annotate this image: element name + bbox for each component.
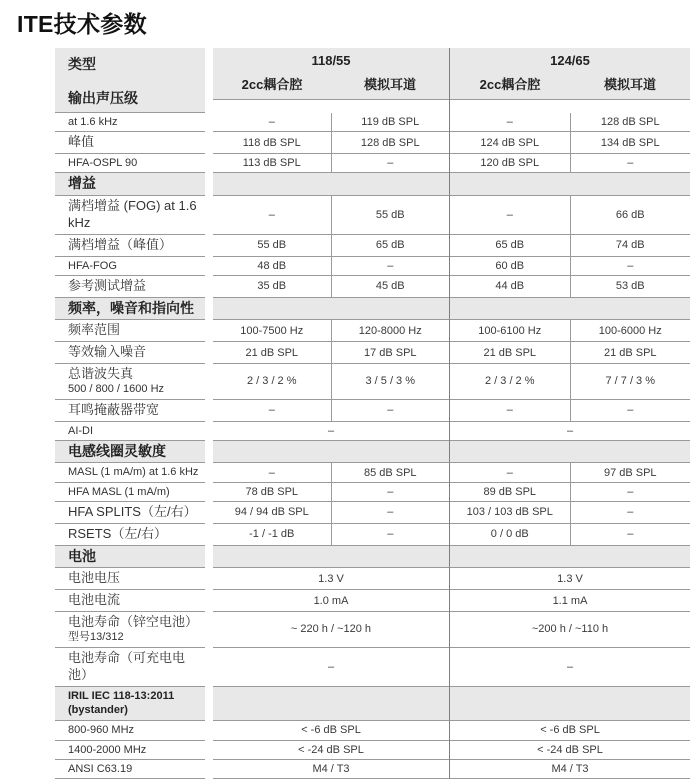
value-cell: 21 dB SPL [450,342,571,364]
value-cell: 124 dB SPL [450,132,571,154]
value-cell: – [213,463,332,482]
row-label: HFA SPLITS（左/右） [68,504,197,520]
row-label-cell [55,502,205,524]
section-label: 电感线圈灵敏度 [68,442,166,459]
value-cell: 128 dB SPL [332,132,450,154]
group-values [213,546,449,569]
group-title: 124/65 [550,53,590,68]
value-cell: 21 dB SPL [571,342,691,364]
column-gap [205,483,213,502]
section-label-cell [55,546,205,569]
column-gap [205,342,213,364]
value-cell: 100-6000 Hz [571,320,691,342]
row-label-cell [55,568,205,590]
column-gap [205,173,213,196]
column-gap [205,154,213,173]
column-gap [205,546,213,569]
value-cell: ~200 h / ~110 h [450,612,690,648]
value-cell: – [571,154,691,173]
column-gap [205,364,213,400]
row-label: 满档增益（峰值） [68,236,173,252]
row-label: 电池寿命（可充电电池） [68,649,186,682]
group-values [213,132,449,154]
column-gap [205,502,213,524]
row-label: 频率范围 [68,322,121,338]
value-cell: 3 / 5 / 3 % [332,364,450,400]
row-label: 参考测试增益 [68,277,147,293]
value-cell: 53 dB [571,276,691,298]
group-values [449,364,690,400]
table-row [55,235,690,257]
value-cell: – [571,483,691,502]
group-values [213,196,449,235]
row-label-cell [55,463,205,482]
group-values [213,568,449,590]
section-row [55,298,690,321]
value-cell: – [571,400,691,422]
column-gap [205,568,213,590]
value-cell: 119 dB SPL [332,113,450,132]
group-values [213,524,449,546]
group-values [449,760,690,779]
table-row [55,196,690,235]
row-label-cell [55,276,205,298]
group-values [449,590,690,612]
value-cell: 66 dB [571,196,691,235]
value-cell: – [450,463,571,482]
row-label: 耳鸣掩蔽器带宽 [68,401,160,417]
row-label-cell [55,154,205,173]
group-values [213,648,449,687]
value-cell: – [450,113,571,132]
row-label: at 1.6 kHz [68,116,118,128]
section-label-cell [55,441,205,464]
group-values [449,687,690,722]
group-values [449,196,690,235]
value-cell: ~ 220 h / ~120 h [213,612,449,648]
group-values [449,502,690,524]
table-row [55,590,690,612]
table-row [55,113,690,132]
group-values [449,483,690,502]
value-cell: 100-7500 Hz [213,320,332,342]
group-values [213,320,449,342]
row-label-cell [55,741,205,760]
table-row [55,524,690,546]
row-label: 电池电流 [68,592,121,608]
table-row [55,741,690,760]
table-row [55,568,690,590]
value-cell: – [213,113,332,132]
row-label-cell [55,400,205,422]
column-gap [205,113,213,132]
value-cell: 0 / 0 dB [450,524,571,546]
group-values [213,441,449,464]
group-values [449,276,690,298]
group-values [213,364,449,400]
group-header-118-55 [213,48,449,113]
group-values [449,320,690,342]
value-cell: 128 dB SPL [571,113,691,132]
value-cell: < -24 dB SPL [213,741,449,760]
row-label: 满档增益 (FOG) at 1.6 kHz [68,197,197,230]
group-values [449,648,690,687]
section-row [55,546,690,569]
group-values [213,235,449,257]
column-gap [205,400,213,422]
column-gap [205,48,213,113]
value-cell: – [332,257,450,276]
value-cell: < -24 dB SPL [450,741,690,760]
table-row [55,648,690,687]
row-label-cell [55,235,205,257]
column-gap [205,132,213,154]
value-cell: 120-8000 Hz [332,320,450,342]
table-row [55,612,690,648]
group-header-block [213,48,449,100]
group-values [449,422,690,441]
value-cell: 94 / 94 dB SPL [213,502,332,524]
column-gap [205,298,213,321]
group-values [449,173,690,196]
value-cell: 1.1 mA [450,590,690,612]
group-values [213,400,449,422]
value-cell: 89 dB SPL [450,483,571,502]
row-label-cell [55,257,205,276]
value-cell: 85 dB SPL [332,463,450,482]
section-label: 电池 [68,547,96,564]
row-label-cell [55,364,205,400]
value-cell: M4 / T3 [213,760,449,779]
value-cell: < -6 dB SPL [450,721,690,740]
value-cell: – [213,400,332,422]
value-cell: 97 dB SPL [571,463,691,482]
group-values [213,113,449,132]
value-cell: 55 dB [213,235,332,257]
group-values [449,612,690,648]
value-cell: 120 dB SPL [450,154,571,173]
group-values [213,741,449,760]
column-gap [205,463,213,482]
value-cell: 78 dB SPL [213,483,332,502]
value-cell: 21 dB SPL [213,342,332,364]
row-label-cell [55,113,205,132]
table-row [55,320,690,342]
group-values [213,760,449,779]
column-gap [205,441,213,464]
value-cell: – [450,400,571,422]
value-cell: 65 dB [450,235,571,257]
group-values [213,721,449,740]
table-row [55,502,690,524]
group-values [213,590,449,612]
value-cell: 55 dB [332,196,450,235]
row-label-cell [55,132,205,154]
row-label-cell [55,483,205,502]
table-row [55,257,690,276]
column-gap [205,721,213,740]
subcol-2cc-coupler: 2cc耦合腔 [241,77,303,92]
group-values [213,502,449,524]
column-gap [205,320,213,342]
group-values [449,298,690,321]
table-row [55,422,690,441]
row-label-cell [55,422,205,441]
row-sublabel: (bystander) [68,704,128,717]
column-gap [205,422,213,441]
table-row [55,364,690,400]
group-values [449,113,690,132]
group-values [213,173,449,196]
value-cell: M4 / T3 [450,760,690,779]
row-label-cell [55,612,205,648]
group-title: 118/55 [311,53,351,68]
value-cell: – [213,648,449,687]
value-cell: – [450,648,690,687]
table-row [55,760,690,779]
value-cell: – [332,400,450,422]
row-label: 1400-2000 MHz [68,743,147,756]
row-label: ANSI C63.19 [68,762,133,775]
column-gap [205,741,213,760]
row-label-cell [55,760,205,779]
table-row [55,154,690,173]
section-label: 增益 [68,175,96,192]
section-label-cell [55,173,205,196]
value-cell: 118 dB SPL [213,132,332,154]
value-cell: 35 dB [213,276,332,298]
group-values [449,154,690,173]
value-cell: 2 / 3 / 2 % [450,364,571,400]
value-cell: 103 / 103 dB SPL [450,502,571,524]
table-row [55,463,690,482]
corner-label: 类型 [68,56,96,72]
value-cell: – [450,422,690,441]
row-label: 电池寿命（锌空电池） [68,614,199,630]
value-cell: 44 dB [450,276,571,298]
value-cell: 45 dB [332,276,450,298]
group-values [213,483,449,502]
section-label: IRIL IEC 118-13:2011 [68,689,175,702]
row-label-cell [55,342,205,364]
row-label: 800-960 MHz [68,724,135,737]
row-label: HFA-OSPL 90 [68,157,138,170]
row-label: MASL (1 mA/m) at 1.6 kHz [68,466,199,479]
column-gap [205,590,213,612]
section-label: 频率，噪音和指向性 [68,299,194,316]
group-values [213,257,449,276]
value-cell: – [332,154,450,173]
column-gap [205,276,213,298]
header-left-cell [55,48,205,113]
column-gap [205,687,213,722]
value-cell: 1.3 V [213,568,449,590]
group-values [449,741,690,760]
value-cell: 74 dB [571,235,691,257]
row-label-cell [55,524,205,546]
table-header [55,48,690,113]
row-sublabel: 型号13/312 [68,631,124,643]
group-values [449,257,690,276]
row-sublabel: 500 / 800 / 1600 Hz [68,383,165,396]
value-cell: 1.0 mA [213,590,449,612]
group-values [449,400,690,422]
group-values [449,546,690,569]
section-row [55,441,690,464]
value-cell: 113 dB SPL [213,154,332,173]
subcol-ear-simulator: 模拟耳道 [363,77,416,92]
column-gap [205,235,213,257]
section-label-cell [55,298,205,321]
row-label: RSETS（左/右） [68,525,167,541]
row-label: 电池电压 [68,570,121,586]
row-label: 峰值 [68,134,95,150]
row-label-cell [55,648,205,687]
row-label: 等效输入噪音 [68,344,147,360]
row-label: HFA MASL (1 mA/m) [68,485,170,498]
row-label: HFA-FOG [68,259,117,272]
value-cell: – [571,502,691,524]
table-row [55,721,690,740]
section-label-cell [55,687,205,722]
spec-table [55,48,690,779]
group-values [449,524,690,546]
group-values [213,422,449,441]
value-cell: 17 dB SPL [332,342,450,364]
value-cell: – [213,196,332,235]
column-gap [205,648,213,687]
table-row [55,132,690,154]
value-cell: 65 dB [332,235,450,257]
table-body [55,113,690,779]
row-label-cell [55,721,205,740]
group-values [213,687,449,722]
subcol-2cc-coupler: 2cc耦合腔 [479,77,541,92]
column-gap [205,196,213,235]
group-values [213,612,449,648]
column-gap [205,524,213,546]
column-gap [205,612,213,648]
value-cell: – [571,257,691,276]
section-label-output-spl: 输出声压级 [68,89,138,106]
group-header-block [450,48,690,100]
group-values [213,463,449,482]
value-cell: 7 / 7 / 3 % [571,364,691,400]
value-cell: 60 dB [450,257,571,276]
row-label-cell [55,320,205,342]
group-header-124-65 [449,48,690,113]
value-cell: 1.3 V [450,568,690,590]
group-values [213,298,449,321]
subcol-ear-simulator: 模拟耳道 [603,77,656,92]
subcolumn-headers [213,68,449,99]
value-cell: 48 dB [213,257,332,276]
value-cell: – [213,422,449,441]
group-values [449,235,690,257]
value-cell: – [571,524,691,546]
column-gap [205,257,213,276]
table-row [55,400,690,422]
group-values [449,132,690,154]
group-values [449,721,690,740]
table-row [55,276,690,298]
value-cell: 134 dB SPL [571,132,691,154]
page-title: ITE技术参数 [17,11,147,37]
row-label: 总谐波失真 [68,366,134,382]
section-row [55,173,690,196]
subcolumn-headers [450,68,690,99]
group-values [213,276,449,298]
group-values [449,342,690,364]
group-values [213,342,449,364]
table-row [55,342,690,364]
value-cell: – [450,196,571,235]
column-gap [205,760,213,779]
row-label-cell [55,196,205,235]
value-cell: – [332,483,450,502]
table-row [55,483,690,502]
row-label: AI-DI [68,424,94,437]
section-row [55,687,690,722]
group-values [449,441,690,464]
row-label-cell [55,590,205,612]
value-cell: – [332,524,450,546]
group-values [213,154,449,173]
value-cell: < -6 dB SPL [213,721,449,740]
group-values [449,463,690,482]
value-cell: 100-6100 Hz [450,320,571,342]
value-cell: – [332,502,450,524]
value-cell: -1 / -1 dB [213,524,332,546]
group-values [449,568,690,590]
value-cell: 2 / 3 / 2 % [213,364,332,400]
